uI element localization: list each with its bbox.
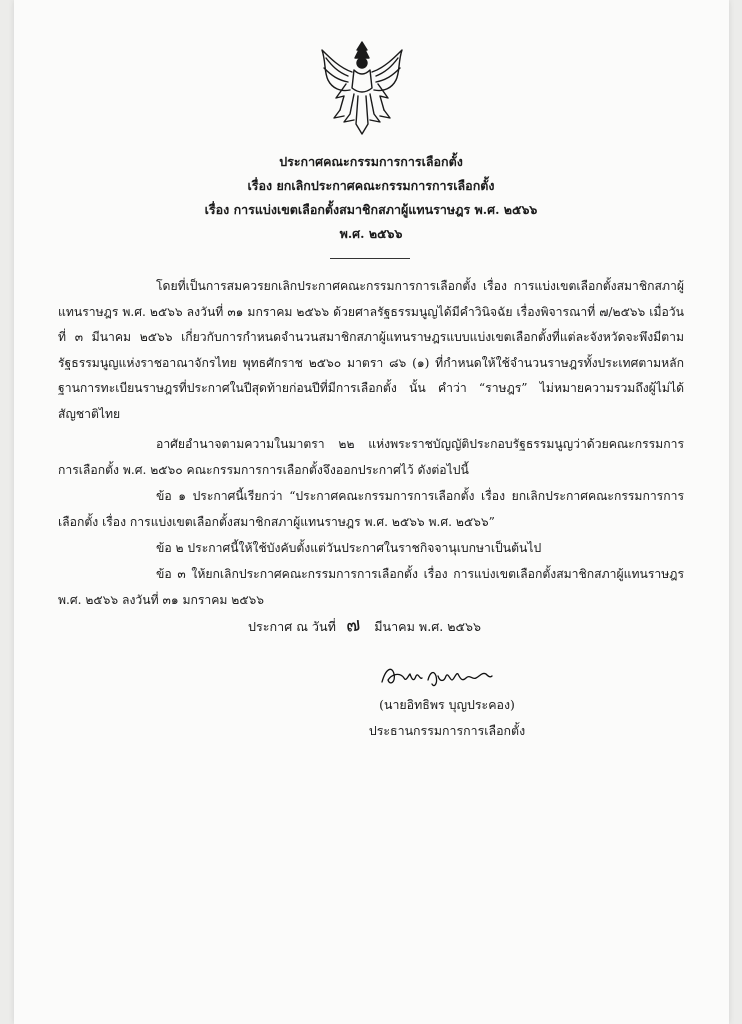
preamble-paragraph: โดยที่เป็นการสมควรยกเลิกประกาศคณะกรรมการการเลือกตั้ง เรื่อง การแบ่งเขตเลือกตั้งสมาชิกสภาผู้แทนราษฎร พ.ศ. ๒๕๖๖ ลงวันที่ ๓๑ มกราคม ๒๕๖๖ ด้วยศาลรัฐธรรมนูญได้มีคำวินิจฉัย เรื่องพิจารณาที่ ๗/๒๕๖๖ เมื่อวันที่ ๓ มีนาคม ๒๕๖๖ เกี่ยวกับการกำหนดจำนวนสมาชิกสภาผู้แทนราษฎรแบบแบ่งเขตเลือกตั้งที่แต่ละจังหวัดจะพึงมีตามรัฐธรรมนูญแห่งราชอาณาจักรไทย พุทธศักราช ๒๕๖๐ มาตรา ๘๖ (๑) ที่กำหนดให้ใช้จำนวนราษฎรทั้งประเทศตามหลักฐานการทะเบียนราษฎรที่ประกาศในปีสุดท้ายก่อนปีที่มีการเลือกตั้ง นั้น คำว่า “ราษฎร” ไม่หมายความรวมถึงผู้ไม่ได้สัญชาติไทย	[58, 279, 684, 421]
signer-title: ประธานกรรมการการเลือกตั้ง	[368, 723, 526, 738]
heading-divider	[330, 258, 410, 259]
heading-title: ประกาศคณะกรรมการการเลือกตั้ง	[279, 154, 463, 169]
announcement-month-year: มีนาคม พ.ศ. ๒๕๖๖	[374, 619, 482, 634]
authority-paragraph: อาศัยอำนาจตามความในมาตรา ๒๒ แห่งพระราชบัญญัติประกอบรัฐธรรมนูญว่าด้วยคณะกรรมการการเลือกตั้ง พ.ศ. ๒๕๖๐ คณะกรรมการการเลือกตั้งจึงออกประกาศไว้ ดังต่อไปนี้	[58, 437, 684, 477]
heading-subject-cancel: เรื่อง ยกเลิกประกาศคณะกรรมการการเลือกตั้ง	[247, 178, 495, 193]
heading-year: พ.ศ. ๒๕๖๖	[339, 226, 403, 241]
garuda-emblem-icon	[314, 38, 410, 138]
clause-1-paragraph: ข้อ ๑ ประกาศนี้เรียกว่า “ประกาศคณะกรรมการการเลือกตั้ง เรื่อง ยกเลิกประกาศคณะกรรมการการเลือกตั้ง เรื่อง การแบ่งเขตเลือกตั้งสมาชิกสภาผู้แทนราษฎร พ.ศ. ๒๕๖๖ พ.ศ. ๒๕๖๖”	[58, 489, 684, 529]
handwritten-signature	[378, 658, 498, 692]
clause-3-paragraph: ข้อ ๓ ให้ยกเลิกประกาศคณะกรรมการการเลือกตั้ง เรื่อง การแบ่งเขตเลือกตั้งสมาชิกสภาผู้แทนราษฎร พ.ศ. ๒๕๖๖ ลงวันที่ ๓๑ มกราคม ๒๕๖๖	[58, 567, 684, 607]
announcement-prefix: ประกาศ ณ วันที่	[248, 619, 336, 634]
announcement-day: ๗	[344, 613, 362, 637]
signer-name: (นายอิทธิพร บุญประคอง)	[379, 697, 515, 712]
announcement-date	[248, 610, 481, 640]
clause-2-paragraph: ข้อ ๒ ประกาศนี้ให้ใช้บังคับตั้งแต่วันประกาศในราชกิจจานุเบกษาเป็นต้นไป	[156, 541, 542, 555]
heading-subject-districts: เรื่อง การแบ่งเขตเลือกตั้งสมาชิกสภาผู้แทนราษฎร พ.ศ. ๒๕๖๖	[204, 202, 538, 217]
